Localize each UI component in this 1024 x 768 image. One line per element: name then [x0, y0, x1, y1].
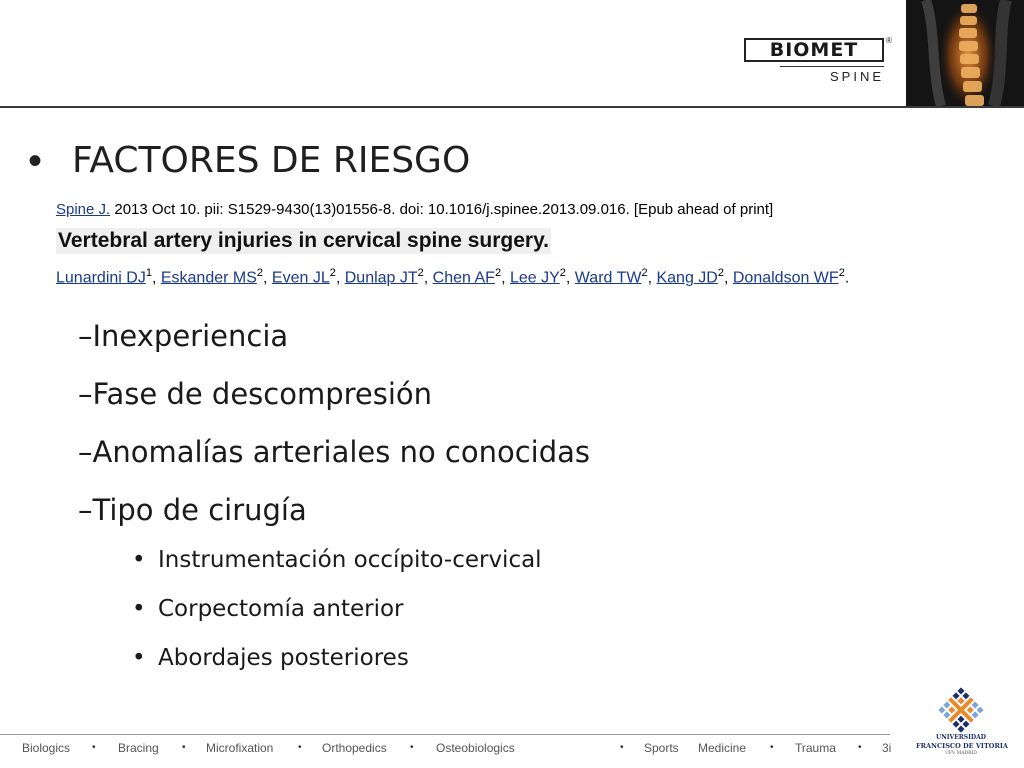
surgery-type-label: Abordajes posteriores	[158, 645, 409, 671]
author-link[interactable]: Donaldson WF	[732, 269, 839, 287]
list-bullet: •	[132, 596, 146, 622]
footer-bullet: •	[770, 742, 774, 753]
risk-factor-item: –Inexperiencia	[78, 319, 289, 353]
author-link[interactable]: Kang JD	[656, 269, 718, 287]
author-link[interactable]: Ward TW	[574, 269, 642, 287]
author-link[interactable]: Lee JY	[509, 269, 560, 287]
risk-factor-item: –Anomalías arteriales no conocidas	[78, 435, 591, 469]
footer-item-orthopedics: Orthopedics	[322, 741, 387, 755]
header-divider	[0, 106, 1024, 108]
author-link[interactable]: Dunlap JT	[344, 269, 418, 287]
ufv-logo	[916, 686, 1006, 762]
author-affiliation: 2	[329, 267, 336, 279]
footer-bullet: •	[298, 742, 302, 753]
footer-item-sports: Sports	[644, 741, 679, 755]
footer-bar	[0, 738, 900, 758]
logo-subtitle: SPINE	[780, 66, 884, 84]
author-link[interactable]: Chen AF	[432, 269, 495, 287]
title-bullet: •	[28, 139, 43, 183]
slide-title: FACTORES DE RIESGO	[72, 140, 471, 181]
surgery-type-label: Instrumentación occípito-cervical	[158, 547, 542, 573]
journal-link[interactable]: Spine J.	[56, 201, 111, 218]
author-affiliation: 2	[717, 267, 724, 279]
biomet-spine-logo	[744, 38, 894, 84]
list-bullet: •	[132, 645, 146, 671]
author-affiliation: 2	[838, 267, 845, 279]
risk-factor-list	[78, 312, 590, 544]
surgery-type-item	[132, 636, 542, 685]
article-title: Vertebral artery injuries in cervical spine surgery.	[58, 229, 550, 252]
footer-bullet: •	[92, 742, 96, 753]
author-link[interactable]: Lunardini DJ	[56, 269, 146, 287]
footer-bullet: •	[182, 742, 186, 753]
footer-item-osteobiologics: Osteobiologics	[436, 741, 515, 755]
citation-details: 2013 Oct 10. pii: S1529-9430(13)01556-8. doi: 10.1016/j.spinee.2013.09.016. [Epub ahead of print]	[110, 201, 774, 218]
author-link[interactable]: Even JL	[271, 269, 330, 287]
spine-illustration	[906, 0, 1024, 106]
footer-item-biologics: Biologics	[22, 741, 71, 755]
university-label: UNIVERSIDAD	[936, 734, 986, 741]
risk-factor-item: –Tipo de cirugía	[78, 493, 307, 527]
author-affiliation: 2	[559, 267, 566, 279]
spine-xray-image	[906, 0, 1024, 106]
footer-item-3i: 3i	[882, 741, 892, 755]
author-list: Lunardini $DJ^1$, Eskander $MS^2$, Even $JL^2$, Dunlap $JT^2$, Chen $AF^2$, Lee $JY^2$, Ward $TW^2$, Kang $JD^2$, Donaldson $WF^2$.	[56, 267, 850, 287]
footer-item-trauma: Trauma	[795, 741, 836, 755]
logo-registered-mark: ®	[886, 36, 892, 45]
surgery-type-item	[132, 538, 542, 587]
author-link[interactable]: Eskander MS	[160, 269, 257, 287]
footer-item-bracing: Bracing	[118, 741, 159, 755]
pubmed-citation	[56, 200, 986, 289]
footer-bullet: •	[620, 742, 624, 753]
author-affiliation: 2	[417, 267, 424, 279]
footer-bullet: •	[858, 742, 862, 753]
author-affiliation: 2	[256, 267, 264, 279]
surgery-type-label: Corpectomía anterior	[158, 596, 404, 622]
ufv-emblem-icon	[916, 686, 1006, 734]
footer-item-microfixation: Microfixation	[206, 741, 274, 755]
logo-wordmark: BIOMET	[744, 38, 884, 62]
footer-item-medicine: Medicine	[698, 741, 747, 755]
surgery-type-item	[132, 587, 542, 636]
citation-source	[56, 200, 986, 220]
author-affiliation: 2	[641, 267, 648, 279]
footer-divider	[0, 734, 890, 735]
risk-factor-item: –Fase de descompresión	[78, 377, 433, 411]
list-bullet: •	[132, 547, 146, 573]
footer-bullet: •	[410, 742, 414, 753]
university-tagline: UFV MADRID	[945, 751, 977, 756]
author-affiliation: 2	[494, 267, 502, 279]
university-name: FRANCISCO DE VITORIA	[916, 742, 1008, 750]
surgery-type-list	[132, 538, 542, 685]
author-affiliation: 1	[145, 267, 152, 279]
